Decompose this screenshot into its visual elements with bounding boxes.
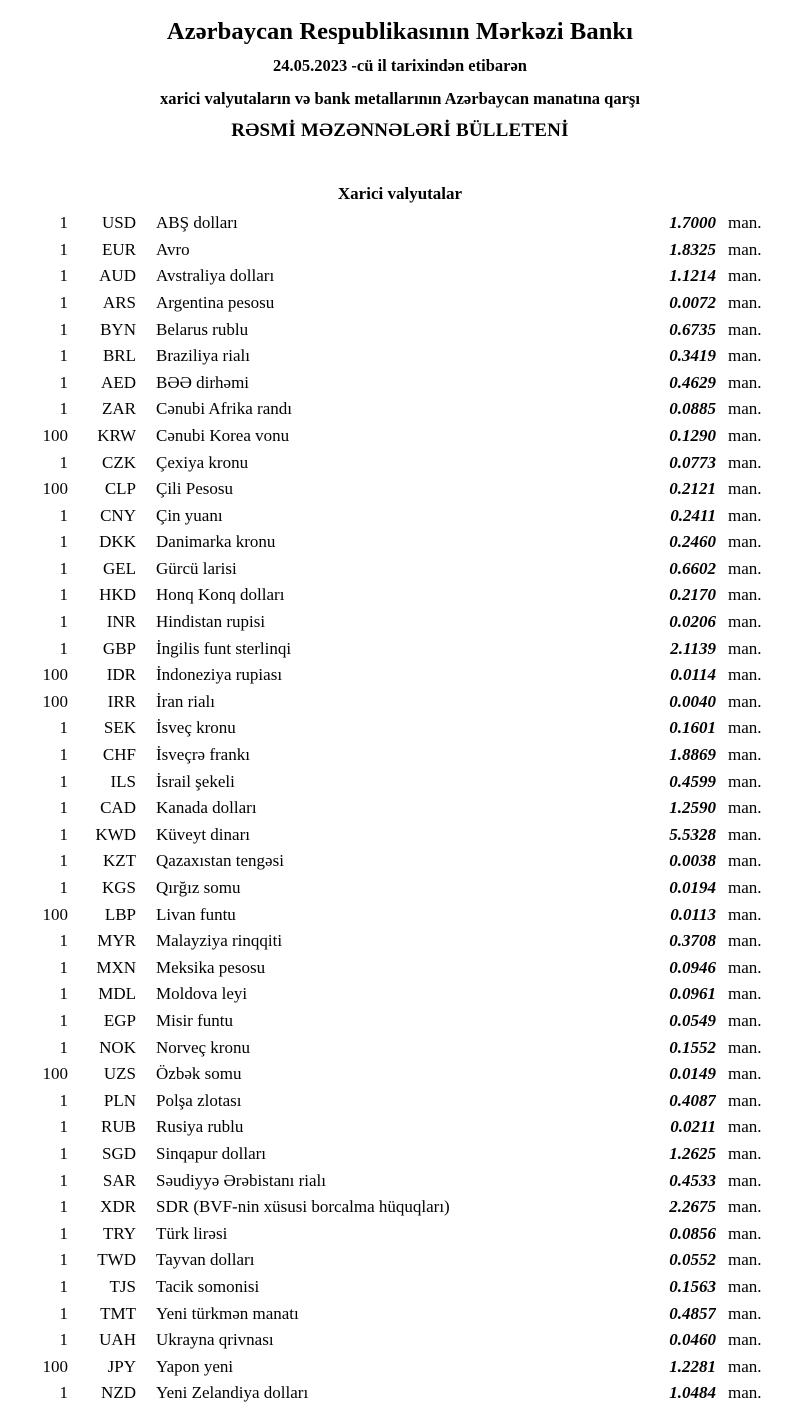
row-currency-name: Cənubi Afrika randı xyxy=(156,399,292,419)
row-currency-code: CAD xyxy=(100,798,136,818)
row-currency-name: İngilis funt sterlinqi xyxy=(156,638,292,658)
row-currency-code: NZD xyxy=(101,1383,136,1403)
row-unit: man. xyxy=(728,1197,762,1217)
row-currency-code: SAR xyxy=(102,1170,136,1190)
row-rate: 0.0072 xyxy=(669,292,716,312)
table-row xyxy=(0,662,800,689)
row-currency-code: TMT xyxy=(100,1303,136,1323)
row-currency-name: Səudiyyə Ərəbistanı rialı xyxy=(156,1170,326,1190)
table-row xyxy=(0,476,800,503)
table-row xyxy=(0,1354,800,1381)
row-currency-code: GEL xyxy=(102,558,136,578)
row-currency-name: Livan funtu xyxy=(156,904,236,924)
table-row xyxy=(0,317,800,344)
row-currency-name: Avro xyxy=(156,239,190,259)
row-unit: man. xyxy=(728,904,762,924)
table-row xyxy=(0,769,800,796)
row-quantity: 1 xyxy=(59,718,68,738)
row-currency-code: ILS xyxy=(110,771,136,791)
row-rate: 0.3708 xyxy=(669,931,716,951)
row-currency-code: GBP xyxy=(102,638,136,658)
row-quantity: 1 xyxy=(59,266,68,286)
row-currency-name: Braziliya rialı xyxy=(156,346,250,366)
row-currency-code: CLP xyxy=(104,479,136,499)
table-row xyxy=(0,742,800,769)
row-currency-name: Hindistan rupisi xyxy=(156,612,266,632)
row-currency-name: İndoneziya rupiası xyxy=(156,665,283,685)
row-currency-code: TRY xyxy=(102,1223,136,1243)
row-currency-name: Malayziya rinqqiti xyxy=(156,931,283,951)
row-unit: man. xyxy=(728,638,762,658)
row-quantity: 100 xyxy=(42,665,68,685)
row-quantity: 1 xyxy=(59,1383,68,1403)
row-unit: man. xyxy=(728,1090,762,1110)
table-row xyxy=(0,582,800,609)
row-currency-code: JPY xyxy=(107,1356,136,1376)
row-unit: man. xyxy=(728,505,762,525)
row-currency-name: Avstraliya dolları xyxy=(156,266,275,286)
row-currency-name: Danimarka kronu xyxy=(156,532,276,552)
row-currency-code: KWD xyxy=(95,824,136,844)
table-row xyxy=(0,1035,800,1062)
row-currency-code: LBP xyxy=(104,904,136,924)
row-quantity: 1 xyxy=(59,612,68,632)
row-currency-code: CZK xyxy=(102,452,136,472)
table-row xyxy=(0,795,800,822)
row-rate: 1.2281 xyxy=(669,1356,716,1376)
row-unit: man. xyxy=(728,292,762,312)
row-currency-name: Türk lirəsi xyxy=(156,1223,228,1243)
section-title-foreign-currencies: Xarici valyutalar xyxy=(337,184,463,204)
row-currency-name: Çin yuanı xyxy=(156,505,223,525)
row-quantity: 1 xyxy=(59,1170,68,1190)
row-currency-code: XDR xyxy=(100,1197,136,1217)
row-currency-code: RUB xyxy=(101,1117,136,1137)
row-currency-name: BƏƏ dirhəmi xyxy=(156,372,250,392)
effective-date-line: 24.05.2023 -cü il tarixindən etibarən xyxy=(273,56,527,76)
row-unit: man. xyxy=(728,612,762,632)
bulletin-title: RƏSMİ MƏZƏNNƏLƏRİ BÜLLETENİ xyxy=(231,120,569,142)
row-unit: man. xyxy=(728,558,762,578)
row-rate: 0.0194 xyxy=(669,878,716,898)
row-currency-code: NOK xyxy=(99,1037,136,1057)
row-rate: 0.2411 xyxy=(670,505,716,525)
row-rate: 1.8325 xyxy=(669,239,716,259)
row-currency-name: Qazaxıstan tengəsi xyxy=(156,851,284,871)
bank-title: Azərbaycan Respublikasının Mərkəzi Bankı xyxy=(166,18,634,45)
row-rate: 0.1601 xyxy=(669,718,716,738)
row-quantity: 1 xyxy=(59,1330,68,1350)
row-quantity: 1 xyxy=(59,931,68,951)
row-quantity: 100 xyxy=(42,691,68,711)
row-rate: 0.4629 xyxy=(669,372,716,392)
row-rate: 1.7000 xyxy=(669,213,716,233)
row-unit: man. xyxy=(728,798,762,818)
row-unit: man. xyxy=(728,585,762,605)
row-currency-name: İran rialı xyxy=(156,691,215,711)
row-currency-code: TWD xyxy=(97,1250,136,1270)
row-unit: man. xyxy=(728,425,762,445)
row-unit: man. xyxy=(728,239,762,259)
row-unit: man. xyxy=(728,1010,762,1030)
row-rate: 0.0206 xyxy=(669,612,716,632)
row-quantity: 100 xyxy=(42,1064,68,1084)
row-quantity: 1 xyxy=(59,452,68,472)
row-currency-code: MYR xyxy=(97,931,136,951)
table-row xyxy=(0,1061,800,1088)
table-row xyxy=(0,210,800,237)
table-row xyxy=(0,370,800,397)
table-row xyxy=(0,875,800,902)
row-unit: man. xyxy=(728,851,762,871)
table-row xyxy=(0,636,800,663)
row-currency-code: UAH xyxy=(99,1330,136,1350)
table-row xyxy=(0,529,800,556)
row-currency-code: EUR xyxy=(102,239,136,259)
row-unit: man. xyxy=(728,771,762,791)
row-quantity: 1 xyxy=(59,1143,68,1163)
row-rate: 0.0549 xyxy=(669,1010,716,1030)
row-currency-code: INR xyxy=(106,612,136,632)
row-unit: man. xyxy=(728,1303,762,1323)
table-row xyxy=(0,1221,800,1248)
row-unit: man. xyxy=(728,213,762,233)
row-rate: 2.2675 xyxy=(669,1197,716,1217)
row-rate: 1.0484 xyxy=(669,1383,716,1403)
row-currency-name: Rusiya rublu xyxy=(156,1117,244,1137)
row-currency-code: MXN xyxy=(96,957,136,977)
row-unit: man. xyxy=(728,1383,762,1403)
row-currency-code: USD xyxy=(101,213,136,233)
row-currency-name: Çili Pesosu xyxy=(156,479,233,499)
row-rate: 0.4087 xyxy=(669,1090,716,1110)
row-unit: man. xyxy=(728,479,762,499)
row-quantity: 100 xyxy=(42,425,68,445)
row-quantity: 1 xyxy=(59,984,68,1004)
row-currency-name: İsveç kronu xyxy=(156,718,236,738)
row-quantity: 100 xyxy=(42,904,68,924)
table-row xyxy=(0,290,800,317)
currency-rates-table xyxy=(0,210,800,1407)
row-currency-code: BYN xyxy=(100,319,136,339)
row-rate: 0.6602 xyxy=(669,558,716,578)
row-rate: 0.4533 xyxy=(669,1170,716,1190)
row-currency-name: Tayvan dolları xyxy=(156,1250,255,1270)
subtitle-line: xarici valyutaların və bank metallarının Azərbaycan manatına qarşı xyxy=(160,89,640,109)
row-rate: 0.1552 xyxy=(669,1037,716,1057)
row-rate: 5.5328 xyxy=(669,824,716,844)
row-rate: 0.4599 xyxy=(669,771,716,791)
row-currency-name: Qırğız somu xyxy=(156,878,241,898)
row-currency-code: IRR xyxy=(107,691,136,711)
table-row xyxy=(0,343,800,370)
row-quantity: 1 xyxy=(59,213,68,233)
row-currency-name: Tacik somonisi xyxy=(156,1276,260,1296)
row-unit: man. xyxy=(728,878,762,898)
row-unit: man. xyxy=(728,1064,762,1084)
row-currency-code: PLN xyxy=(103,1090,136,1110)
row-currency-code: CHF xyxy=(102,745,136,765)
row-rate: 1.2625 xyxy=(669,1143,716,1163)
row-currency-name: Moldova leyi xyxy=(156,984,248,1004)
table-row xyxy=(0,1168,800,1195)
table-row xyxy=(0,609,800,636)
row-rate: 0.0961 xyxy=(669,984,716,1004)
row-currency-code: UZS xyxy=(103,1064,136,1084)
row-currency-name: Yapon yeni xyxy=(156,1356,234,1376)
row-rate: 0.1563 xyxy=(669,1276,716,1296)
row-currency-name: Meksika pesosu xyxy=(156,957,266,977)
row-currency-code: KZT xyxy=(102,851,136,871)
row-currency-name: Küveyt dinarı xyxy=(156,824,250,844)
row-currency-name: Misir funtu xyxy=(156,1010,233,1030)
row-quantity: 1 xyxy=(59,1223,68,1243)
table-row xyxy=(0,396,800,423)
row-currency-code: TJS xyxy=(109,1276,136,1296)
row-quantity: 1 xyxy=(59,798,68,818)
row-rate: 0.0149 xyxy=(669,1064,716,1084)
row-unit: man. xyxy=(728,1330,762,1350)
row-rate: 0.0856 xyxy=(669,1223,716,1243)
row-rate: 0.2460 xyxy=(669,532,716,552)
row-unit: man. xyxy=(728,1356,762,1376)
row-currency-name: Kanada dolları xyxy=(156,798,257,818)
row-quantity: 1 xyxy=(59,372,68,392)
table-row xyxy=(0,902,800,929)
row-currency-name: Honq Konq dolları xyxy=(156,585,285,605)
row-currency-code: KGS xyxy=(101,878,136,898)
table-row xyxy=(0,1247,800,1274)
row-quantity: 1 xyxy=(59,558,68,578)
row-unit: man. xyxy=(728,372,762,392)
row-currency-code: MDL xyxy=(98,984,136,1004)
row-currency-name: Cənubi Korea vonu xyxy=(156,425,290,445)
table-row xyxy=(0,689,800,716)
row-rate: 0.3419 xyxy=(669,346,716,366)
row-currency-name: SDR (BVF-nin xüsusi borcalma hüquqları) xyxy=(156,1197,450,1217)
row-quantity: 1 xyxy=(59,532,68,552)
row-unit: man. xyxy=(728,665,762,685)
row-rate: 1.1214 xyxy=(669,266,716,286)
row-rate: 0.0885 xyxy=(669,399,716,419)
row-unit: man. xyxy=(728,266,762,286)
row-currency-code: SEK xyxy=(103,718,136,738)
row-currency-name: Argentina pesosu xyxy=(156,292,275,312)
table-row xyxy=(0,237,800,264)
row-currency-code: SGD xyxy=(101,1143,136,1163)
table-row xyxy=(0,955,800,982)
row-quantity: 1 xyxy=(59,745,68,765)
table-row xyxy=(0,556,800,583)
row-currency-name: İsrail şekeli xyxy=(156,771,235,791)
row-unit: man. xyxy=(728,1223,762,1243)
row-currency-name: ABŞ dolları xyxy=(156,213,238,233)
row-quantity: 1 xyxy=(59,1303,68,1323)
row-quantity: 1 xyxy=(59,399,68,419)
row-rate: 2.1139 xyxy=(670,638,716,658)
row-currency-name: İsveçrə frankı xyxy=(156,745,250,765)
row-quantity: 1 xyxy=(59,851,68,871)
row-currency-name: Sinqapur dolları xyxy=(156,1143,267,1163)
row-rate: 0.0114 xyxy=(670,665,716,685)
table-row xyxy=(0,1194,800,1221)
row-quantity: 1 xyxy=(59,878,68,898)
row-unit: man. xyxy=(728,1037,762,1057)
row-unit: man. xyxy=(728,1170,762,1190)
row-unit: man. xyxy=(728,984,762,1004)
table-row xyxy=(0,1274,800,1301)
row-currency-code: AED xyxy=(101,372,136,392)
row-quantity: 1 xyxy=(59,638,68,658)
row-quantity: 100 xyxy=(42,1356,68,1376)
row-currency-code: IDR xyxy=(106,665,136,685)
row-quantity: 1 xyxy=(59,505,68,525)
row-currency-code: ARS xyxy=(102,292,136,312)
table-row xyxy=(0,1088,800,1115)
table-row xyxy=(0,1327,800,1354)
row-currency-code: AUD xyxy=(99,266,136,286)
row-currency-name: Yeni Zelandiya dolları xyxy=(156,1383,309,1403)
row-currency-code: EGP xyxy=(103,1010,136,1030)
row-currency-code: CNY xyxy=(100,505,136,525)
table-row xyxy=(0,450,800,477)
row-unit: man. xyxy=(728,399,762,419)
table-row xyxy=(0,1008,800,1035)
row-currency-name: Gürcü larisi xyxy=(156,558,237,578)
table-row xyxy=(0,848,800,875)
row-currency-code: ZAR xyxy=(102,399,136,419)
row-rate: 0.0113 xyxy=(670,904,716,924)
table-row xyxy=(0,423,800,450)
row-quantity: 1 xyxy=(59,292,68,312)
row-rate: 0.0040 xyxy=(669,691,716,711)
row-unit: man. xyxy=(728,346,762,366)
row-rate: 0.0773 xyxy=(669,452,716,472)
row-currency-code: HKD xyxy=(99,585,136,605)
row-quantity: 1 xyxy=(59,1117,68,1137)
row-rate: 0.4857 xyxy=(669,1303,716,1323)
row-rate: 0.0460 xyxy=(669,1330,716,1350)
row-quantity: 100 xyxy=(42,479,68,499)
row-quantity: 1 xyxy=(59,1037,68,1057)
row-currency-name: Çexiya kronu xyxy=(156,452,249,472)
row-quantity: 1 xyxy=(59,1250,68,1270)
row-unit: man. xyxy=(728,1143,762,1163)
table-row xyxy=(0,981,800,1008)
row-currency-name: Polşa zlotası xyxy=(156,1090,242,1110)
row-rate: 0.0946 xyxy=(669,957,716,977)
row-rate: 1.8869 xyxy=(669,745,716,765)
row-quantity: 1 xyxy=(59,824,68,844)
row-rate: 0.2170 xyxy=(669,585,716,605)
document-header xyxy=(0,18,800,142)
row-unit: man. xyxy=(728,1250,762,1270)
row-quantity: 1 xyxy=(59,585,68,605)
row-rate: 0.1290 xyxy=(669,425,716,445)
row-rate: 1.2590 xyxy=(669,798,716,818)
row-unit: man. xyxy=(728,1117,762,1137)
table-row xyxy=(0,1301,800,1328)
row-quantity: 1 xyxy=(59,346,68,366)
row-rate: 0.0552 xyxy=(669,1250,716,1270)
table-row xyxy=(0,1141,800,1168)
row-unit: man. xyxy=(728,452,762,472)
row-unit: man. xyxy=(728,1276,762,1296)
row-currency-name: Belarus rublu xyxy=(156,319,249,339)
currency-rates-body xyxy=(0,210,800,1407)
row-unit: man. xyxy=(728,532,762,552)
row-unit: man. xyxy=(728,718,762,738)
row-unit: man. xyxy=(728,319,762,339)
row-unit: man. xyxy=(728,824,762,844)
table-row xyxy=(0,503,800,530)
row-currency-name: Özbək somu xyxy=(156,1064,242,1084)
table-row xyxy=(0,1380,800,1407)
table-row xyxy=(0,715,800,742)
row-rate: 0.2121 xyxy=(669,479,716,499)
row-currency-code: BRL xyxy=(102,346,136,366)
row-quantity: 1 xyxy=(59,771,68,791)
row-rate: 0.0211 xyxy=(670,1117,716,1137)
row-quantity: 1 xyxy=(59,957,68,977)
row-currency-name: Yeni türkmən manatı xyxy=(156,1303,299,1323)
row-quantity: 1 xyxy=(59,1010,68,1030)
row-rate: 0.0038 xyxy=(669,851,716,871)
row-unit: man. xyxy=(728,691,762,711)
row-currency-code: DKK xyxy=(99,532,136,552)
table-row xyxy=(0,1114,800,1141)
row-currency-code: KRW xyxy=(97,425,136,445)
row-unit: man. xyxy=(728,931,762,951)
row-quantity: 1 xyxy=(59,1090,68,1110)
row-unit: man. xyxy=(728,957,762,977)
row-unit: man. xyxy=(728,745,762,765)
row-currency-name: Ukrayna qrivnası xyxy=(156,1330,274,1350)
row-rate: 0.6735 xyxy=(669,319,716,339)
table-row xyxy=(0,822,800,849)
table-row xyxy=(0,928,800,955)
row-currency-name: Norveç kronu xyxy=(156,1037,250,1057)
row-quantity: 1 xyxy=(59,319,68,339)
table-row xyxy=(0,263,800,290)
row-quantity: 1 xyxy=(59,1197,68,1217)
row-quantity: 1 xyxy=(59,1276,68,1296)
row-quantity: 1 xyxy=(59,239,68,259)
